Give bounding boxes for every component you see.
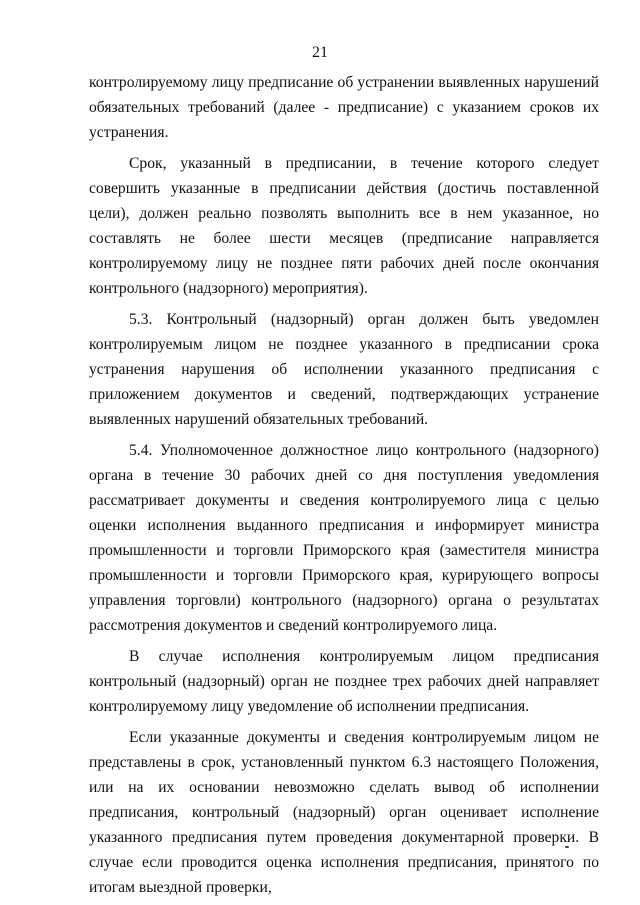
paragraph-documentary-check: Если указанные документы и сведения контролируемым лицом не представлены в срок, установленный пунктом 6.3 настоящего Положения, или на их основании невозможно сделать вывод об исполнении предписания, контрольный (надзорный) орган оценивает исполнение указанного предписания путем проведения документарной проверки. В случае если проводится оценка исполнения предписания, принятого по итогам выездной проверки, — [89, 729, 599, 896]
paragraph-5-3: 5.3. Контрольный (надзорный) орган должен быть уведомлен контролируемым лицом не позднее указанного в предписании срока устранения нарушения об исполнении указанного предписания с приложением документов и сведений, подтверждающих устранение выявленных нарушений обязательных требований. — [89, 311, 599, 428]
paragraph-deadline: Срок, указанный в предписании, в течение которого следует совершить указанные в предписании действия (достичь поставленной цели), должен реально позволять выполнить все в нем указанное, но составлять не более шести месяцев (предписание направляется контролируемому лицу не позднее пяти рабочих дней после окончания контрольного (надзорного) мероприятия). — [89, 155, 599, 297]
paragraph-continuation: контролируемому лицу предписание об устранении выявленных нарушений обязательных требований (далее - предписание) с указанием сроков их устранения. — [89, 74, 599, 141]
document-body — [89, 70, 599, 900]
scan-mark — [565, 846, 569, 848]
paragraph-execution-notice: В случае исполнения контролируемым лицом предписания контрольный (надзорный) орган не позднее трех рабочих дней направляет контролируемому лицу уведомление об исполнении предписания. — [89, 648, 599, 715]
paragraph-5-4: 5.4. Уполномоченное должностное лицо контрольного (надзорного) органа в течение 30 рабочих дней со дня поступления уведомления рассматривает документы и сведения контролируемого лица с целью оценки исполнения выданного предписания и информирует министра промышленности и торговли Приморского края (заместителя министра промышленности и торговли Приморского края, курирующего вопросы управления торговли) контрольного (надзорного) органа о результатах рассмотрения документов и сведений контролируемого лица. — [89, 442, 599, 634]
page-number: 21 — [312, 44, 328, 61]
